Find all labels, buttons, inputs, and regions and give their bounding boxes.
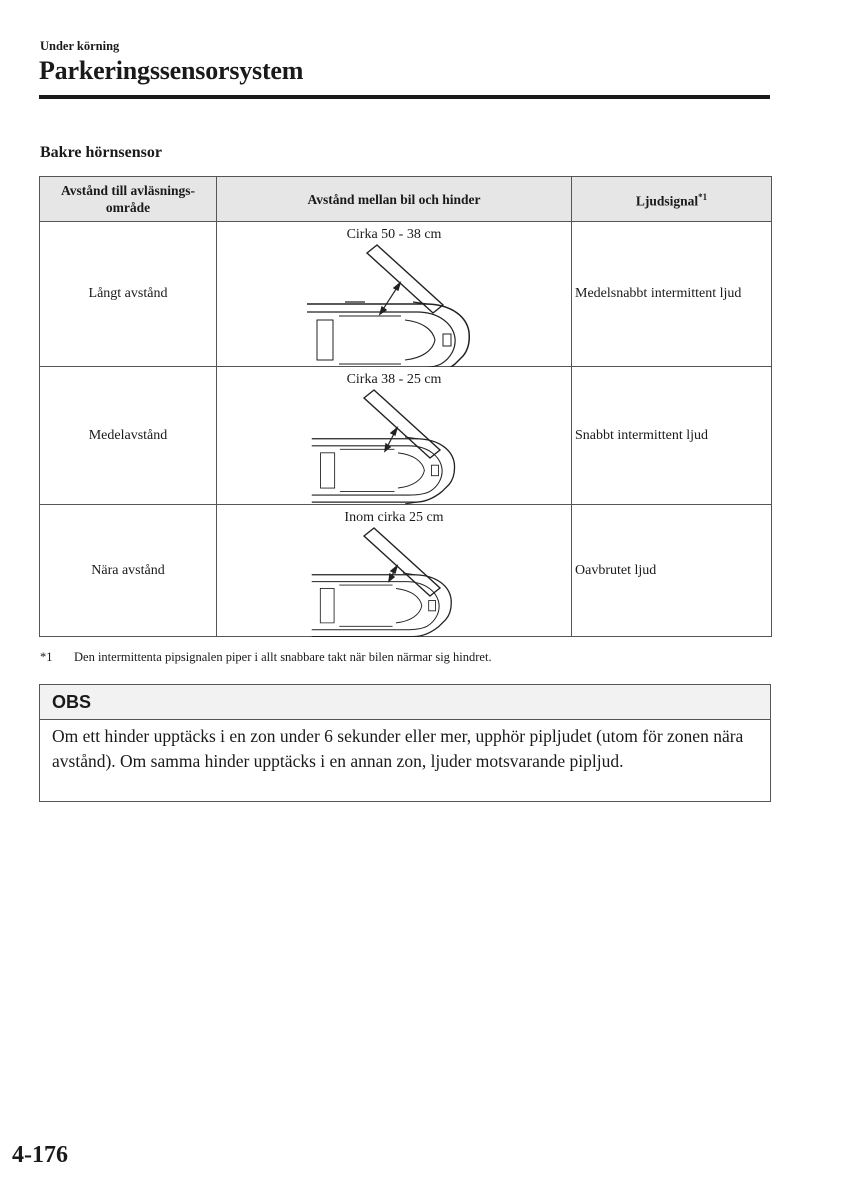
obs-box xyxy=(39,684,771,802)
sound-cell: Oavbrutet ljud xyxy=(572,505,772,637)
section-label: Under körning xyxy=(40,39,120,53)
distance-diagram-cell xyxy=(217,505,572,637)
column-header-sound-text: Ljudsignal xyxy=(635,193,699,209)
column-header-zone-text: Avstånd till avläsnings-område xyxy=(60,183,196,215)
title-rule xyxy=(39,95,770,99)
table-row xyxy=(40,505,772,637)
zone-cell: Medelavstånd xyxy=(40,367,217,505)
obs-text: Om ett hinder upptäcks i en zon under 6 sekunder eller mer, upphör pipljudet (utom för zonen nära avstånd). Om samma hinder upptäcks i en annan zon, ljuder motsvarande pipljud. xyxy=(52,726,744,771)
distance-label: Cirka 50 - 38 cm xyxy=(346,227,442,242)
table-row xyxy=(40,222,772,367)
page-title: Parkeringssensorsystem xyxy=(39,56,304,85)
page-number: 4-176 xyxy=(12,1142,68,1168)
obstacle-icon xyxy=(364,390,440,458)
distance-diagram-cell xyxy=(217,367,572,505)
obstacle-icon xyxy=(367,245,443,313)
column-header-sound xyxy=(572,177,772,222)
obstacle-icon xyxy=(364,528,440,596)
table-header-row xyxy=(40,177,772,222)
car-obstacle-diagram xyxy=(217,222,572,367)
sound-cell: Medelsnabbt intermittent ljud xyxy=(572,222,772,367)
subsection-title: Bakre hörnsensor xyxy=(40,144,162,161)
column-header-distance: Avstånd mellan bil och hinder xyxy=(217,177,572,222)
sensor-table xyxy=(39,176,772,637)
distance-label: Cirka 38 - 25 cm xyxy=(346,372,442,387)
distance-arrow-icon xyxy=(380,283,400,314)
distance-arrow-icon xyxy=(385,428,397,451)
footnote-text: Den intermittenta pipsignalen piper i allt snabbare takt när bilen närmar sig hindret. xyxy=(74,650,492,664)
column-header-zone xyxy=(40,177,217,222)
table-row xyxy=(40,367,772,505)
zone-cell: Långt avstånd xyxy=(40,222,217,367)
footnote-mark: *1 xyxy=(40,650,53,664)
distance-diagram-cell xyxy=(217,222,572,367)
distance-label: Inom cirka 25 cm xyxy=(344,510,444,525)
obs-heading: OBS xyxy=(40,685,770,720)
sound-cell: Snabbt intermittent ljud xyxy=(572,367,772,505)
zone-cell: Nära avstånd xyxy=(40,505,217,637)
footnote-ref: *1 xyxy=(698,191,708,202)
car-obstacle-diagram xyxy=(217,367,572,505)
distance-arrow-icon xyxy=(389,566,397,581)
car-obstacle-diagram xyxy=(217,505,572,637)
car-icon xyxy=(307,302,469,367)
footnote xyxy=(40,650,492,665)
